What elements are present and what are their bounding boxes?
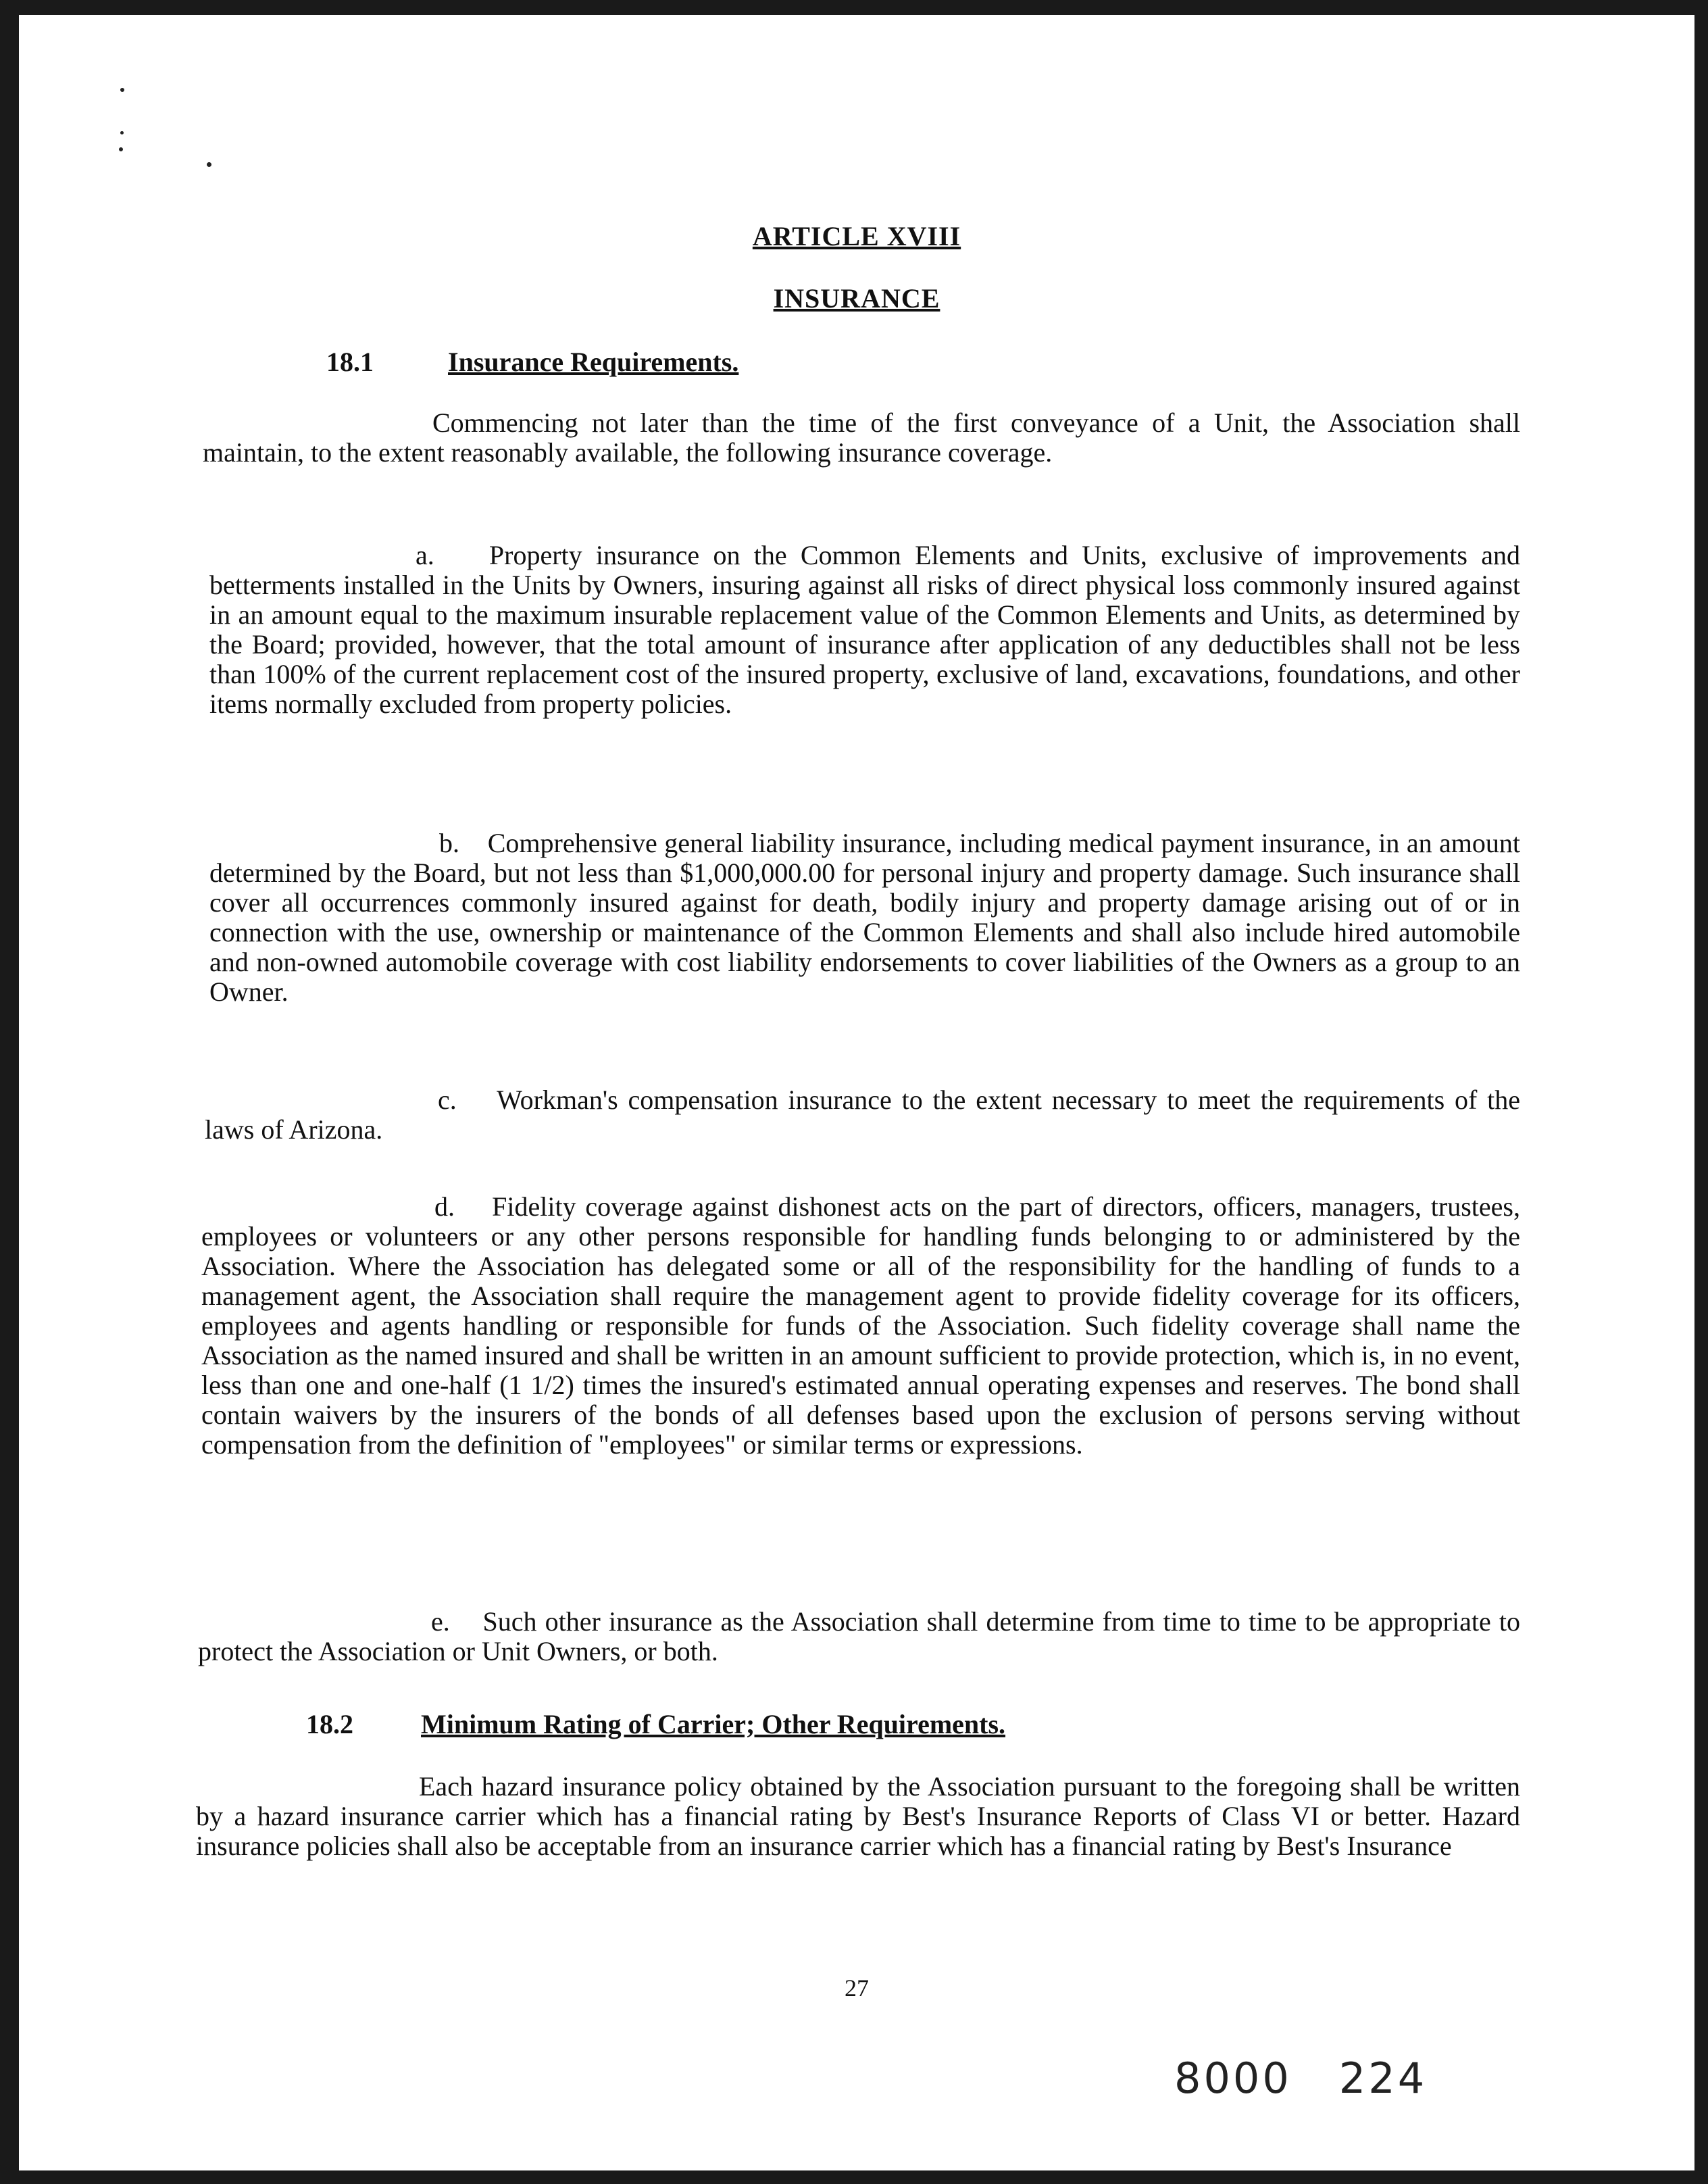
bates-sequence: 224 [1338, 2054, 1428, 2103]
list-item-label: a. [416, 540, 434, 570]
document-page [19, 15, 1694, 2170]
list-item-text: Comprehensive general liability insurance, including medical payment insurance, in an amount determined by the Board, but not less than $1,000,000.00 for personal injury and property damage. Such insurance shall cover all occurrences commonly insured against for death, bodily injury and property damage arising out of or in connection with the use, ownership or maintenance of the Common Elements and shall also include hired automobile and non-owned automobile coverage with cost liability endorsements to cover liabilities of the Owners as a group to an Owner. [209, 828, 1520, 1007]
section-number: 18.2 [306, 1709, 353, 1739]
scan-speck [120, 131, 124, 134]
section-number: 18.1 [326, 347, 374, 377]
list-item-label: e. [431, 1606, 450, 1637]
list-item-e [198, 1607, 1520, 1666]
list-item-c [205, 1085, 1520, 1145]
list-item-label: b. [439, 828, 459, 858]
list-item-a [209, 541, 1520, 719]
section-title: Minimum Rating of Carrier; Other Requirements. [421, 1709, 1006, 1739]
list-item-b [209, 828, 1520, 1007]
list-item-text: Such other insurance as the Association shall determine from time to time to be appropriate to protect the Association or Unit Owners, or both. [198, 1606, 1521, 1666]
list-item-label: d. [434, 1191, 455, 1222]
scan-speck [207, 162, 211, 167]
section-heading-18-1 [326, 347, 738, 377]
bates-prefix: 8000 [1174, 2054, 1292, 2103]
list-item-label: c. [438, 1085, 457, 1115]
section-18-2-text: Each hazard insurance policy obtained by the Association pursuant to the foregoing shall be written by a hazard insurance carrier which has a financial rating by Best's Insurance Reports of Class VI or better. Hazard insurance policies shall also be acceptable from an insurance carrier which has a financial rating by Best's Insurance [196, 1771, 1520, 1861]
page-number: 27 [845, 1975, 869, 2002]
list-item-text: Property insurance on the Common Elements and Units, exclusive of improvements and betterments installed in the Units by Owners, insuring against all risks of direct physical loss commonly insured against in an amount equal to the maximum insurable replacement value of the Common Elements and Units, as determined by the Board; provided, however, that the total amount of insurance after application of any deductibles shall not be less than 100% of the current replacement cost of the insured property, exclusive of land, excavations, foundations, and other items normally excluded from property policies. [209, 540, 1521, 719]
section-18-1-intro: Commencing not later than the time of the first conveyance of a Unit, the Association shall maintain, to the extent reasonably available, the following insurance coverage. [203, 407, 1520, 468]
bates-number [1174, 2054, 1428, 2103]
list-item-text: Workman's compensation insurance to the extent necessary to meet the requirements of the laws of Arizona. [205, 1085, 1521, 1145]
list-item-text: Fidelity coverage against dishonest acts on the part of directors, officers, managers, trustees, employees or volunteers or any other persons responsible for handling funds belonging to or administered by the Association. Where the Association has delegated some or all of the responsibility for the handling of funds to a management agent, the Association shall require the management agent to provide fidelity coverage for its officers, employees and agents handling or responsible for funds of the Association. Such fidelity coverage shall name the Association as the named insured and shall be written in an amount sufficient to provide protection, which is, in no event, less than one and one-half (1 1/2) times the insured's estimated annual operating expenses and reserves. The bond shall contain waivers by the insurers of the bonds of all defenses based upon the exclusion of persons serving without compensation from the definition of "employees" or similar terms or expressions. [201, 1191, 1520, 1460]
article-subtitle: INSURANCE [773, 283, 940, 314]
section-title: Insurance Requirements. [448, 347, 739, 377]
section-heading-18-2 [306, 1710, 1005, 1739]
scan-speck [119, 147, 123, 151]
scan-speck [120, 88, 124, 92]
list-item-d [201, 1192, 1520, 1460]
article-title: ARTICLE XVIII [752, 221, 961, 251]
